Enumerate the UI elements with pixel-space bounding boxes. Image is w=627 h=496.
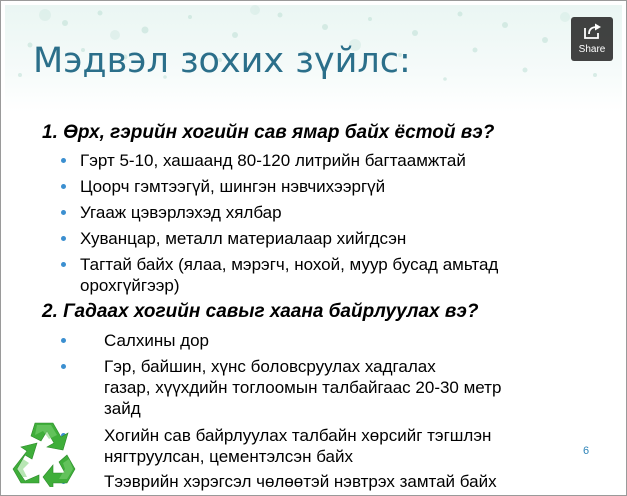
share-label: Share [578,44,606,55]
share-icon [582,22,602,40]
recycle-icon [11,419,81,487]
share-button[interactable] [571,17,613,61]
bullet-icon [61,210,66,215]
bullet-icon [61,184,66,189]
bullet-icon [61,158,66,163]
bullet-icon [61,262,66,267]
bullet-icon [61,338,66,343]
question-1: 1. Өрх, гэрийн хогийн сав ямар байх ёстой вэ? [42,122,495,143]
bullet-icon [61,364,66,369]
slide: Мэдвэл зохих зүйлс: 1. Өрх, гэрийн хогийн сав ямар байх ёстой вэ? Гэрт 5-10, хашаанд 80-120 литрийн багтаамжтай Цоорч гэмтээгүй, шингэн нэвчихээргүй Угааж цэвэрлэхэд хялбар Хуванцар, металл материалаар хийгдсэн Тагтай байх (ялаа, мэрэгч, нохой, муур бусад амьтад орохгүйгээр) 2. Гадаах хогийн савыг хаана байрлуулах вэ? Салхины дор Гэр, байшин, хүнс боловсруулах хадгалах газар, хүүхдийн тоглоомын талбайгаас 20-30 метр зайд Хогийн сав байрлуулах талбайн хөрсийг тэгшлэн нягтруулсан, цементэлсэн байх Тээврийн хэрэгсэл чөлөөтэй нэвтрэх замтай байх 6 Share [5,5,622,492]
slide-title: Мэдвэл зохих зүйлс: [33,41,411,81]
bullet-icon [61,236,66,241]
question-2: 2. Гадаах хогийн савыг хаана байрлуулах вэ? [42,301,479,322]
page-number: 6 [583,445,590,457]
